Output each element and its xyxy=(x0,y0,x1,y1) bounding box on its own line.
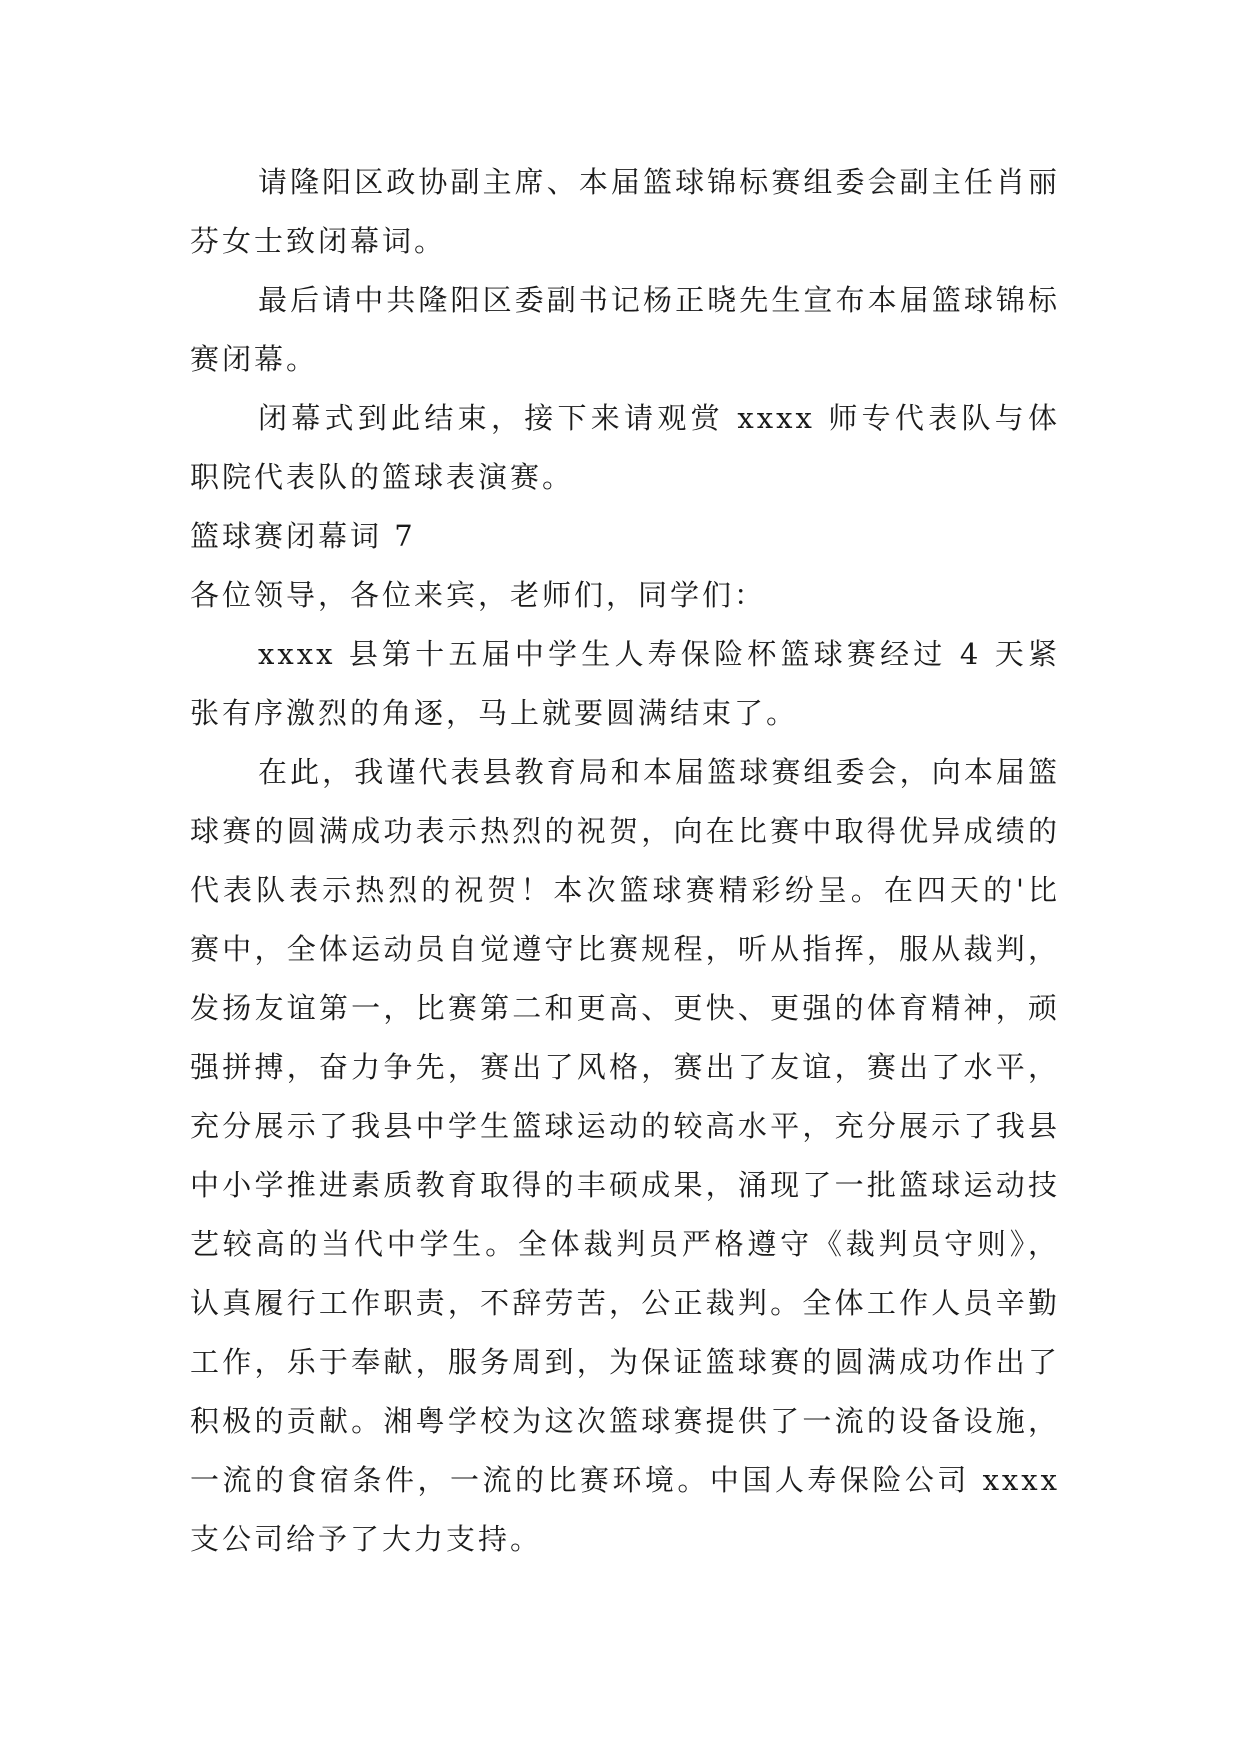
paragraph-congratulations: 在此，我谨代表县教育局和本届篮球赛组委会，向本届篮球赛的圆满成功表示热烈的祝贺，向在比赛中取得优异成绩的代表队表示热烈的祝贺！本次篮球赛精彩纷呈。在四天的'比赛中，全体运动员自觉遵守比赛规程，听从指挥，服从裁判，发扬友谊第一，比赛第二和更高、更快、更强的体育精神，顽强拼搏，奋力争先，赛出了风格，赛出了友谊，赛出了水平，充分展示了我县中学生篮球运动的较高水平，充分展示了我县中小学推进素质教育取得的丰硕成果，涌现了一批篮球运动技艺较高的当代中学生。全体裁判员严格遵守《裁判员守则》，认真履行工作职责，不辞劳苦，公正裁判。全体工作人员辛勤工作，乐于奉献，服务周到，为保证篮球赛的圆满成功作出了积极的贡献。湘粤学校为这次篮球赛提供了一流的设备设施，一流的食宿条件，一流的比赛环境。中国人寿保险公司 xxxx 支公司给予了大力支持。 xyxy=(190,755,1060,1556)
section-heading: 篮球赛闭幕词 7 xyxy=(190,519,416,553)
paragraph-ceremony-end: 闭幕式到此结束，接下来请观赏 xxxx 师专代表队与体职院代表队的篮球表演赛。 xyxy=(190,401,1060,494)
paragraph-tournament-ending: xxxx 县第十五届中学生人寿保险杯篮球赛经过 4 天紧张有序激烈的角逐，马上就要圆满结束了。 xyxy=(190,637,1060,730)
salutation: 各位领导，各位来宾，老师们，同学们： xyxy=(190,578,767,612)
paragraph-closing-announcement: 最后请中共隆阳区委副书记杨正晓先生宣布本届篮球锦标赛闭幕。 xyxy=(190,283,1060,376)
paragraph-closing-speech-invite: 请隆阳区政协副主席、本届篮球锦标赛组委会副主任肖丽芬女士致闭幕词。 xyxy=(190,165,1060,258)
document-body xyxy=(190,153,1060,1569)
